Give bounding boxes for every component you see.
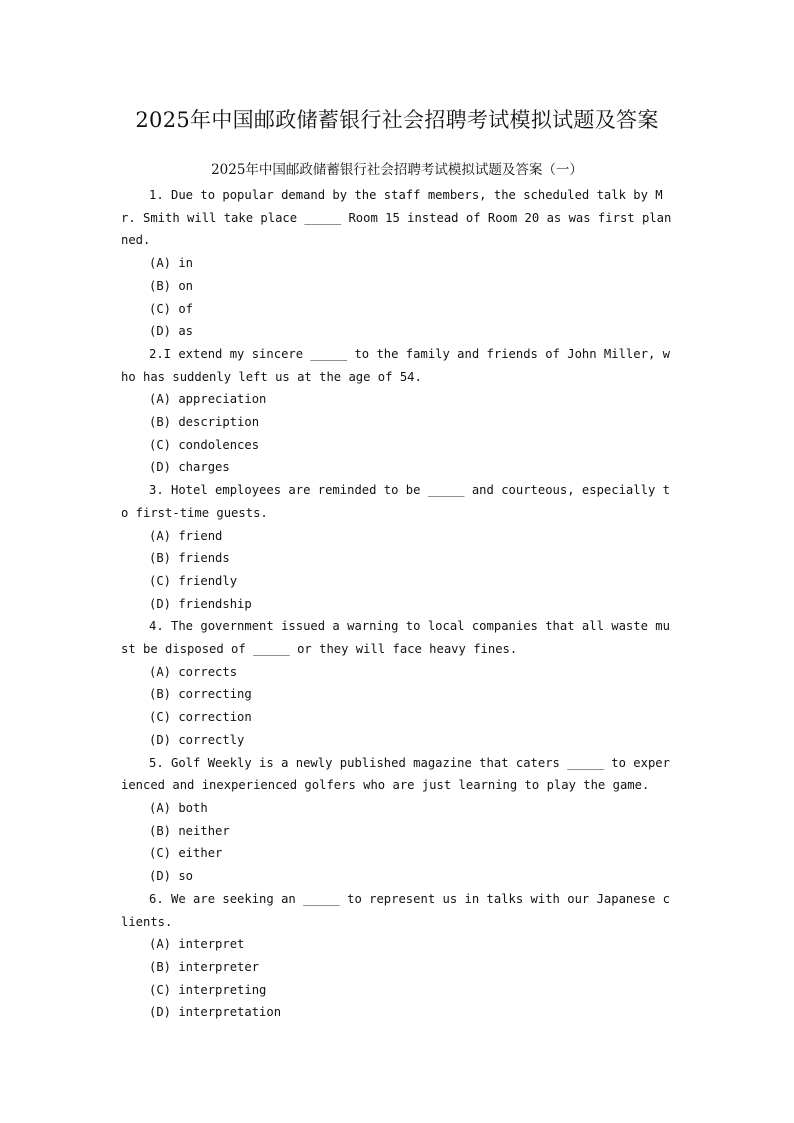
option-d: (D) correctly xyxy=(149,732,245,747)
option-a: (A) appreciation xyxy=(149,392,267,407)
section-title: 2025年中国邮政储蓄银行社会招聘考试模拟试题及答案（一） xyxy=(211,162,583,178)
question-text: 1. Due to popular demand by the staff members, the scheduled talk by Mr. Smith will take place _____ Room 15 instead of Room 20 as was first planned. xyxy=(121,188,672,248)
option-b: (B) interpreter xyxy=(149,959,260,974)
option-c: (C) either xyxy=(149,846,223,861)
page-title: 2025年中国邮政储蓄银行社会招聘考试模拟试题及答案 xyxy=(135,108,659,132)
option-c: (C) condolences xyxy=(149,437,260,452)
question-text: 3. Hotel employees are reminded to be _____ and courteous, especially to first-time guests. xyxy=(121,483,670,520)
option-a: (A) interpret xyxy=(149,937,245,952)
question-block xyxy=(121,479,673,615)
option-b: (B) friends xyxy=(149,551,230,566)
option-b: (B) correcting xyxy=(149,687,252,702)
question-text: 5. Golf Weekly is a newly published magazine that caters _____ to experienced and inexperienced golfers who are just learning to play the game. xyxy=(121,755,670,793)
question-block xyxy=(121,184,673,343)
option-b: (B) on xyxy=(149,278,194,293)
question-list xyxy=(121,184,673,1024)
option-a: (A) both xyxy=(149,800,208,815)
option-a: (A) friend xyxy=(149,528,223,543)
option-d: (D) so xyxy=(149,869,194,884)
question-block xyxy=(121,752,673,888)
option-c: (C) of xyxy=(149,301,194,316)
question-text: 2.I extend my sincere _____ to the family and friends of John Miller, who has suddenly left us at the age of 54. xyxy=(121,346,670,384)
option-d: (D) interpretation xyxy=(149,1005,282,1020)
question-text: 4. The government issued a warning to local companies that all waste must be disposed of _____ or they will face heavy fines. xyxy=(121,619,670,657)
question-block xyxy=(121,615,673,751)
question-block xyxy=(121,888,673,1024)
option-d: (D) friendship xyxy=(149,596,252,611)
option-b: (B) description xyxy=(149,415,260,430)
option-a: (A) in xyxy=(149,256,194,271)
option-b: (B) neither xyxy=(149,823,230,838)
option-c: (C) friendly xyxy=(149,573,238,588)
option-c: (C) correction xyxy=(149,710,252,725)
option-d: (D) as xyxy=(149,324,194,339)
option-d: (D) charges xyxy=(149,460,230,475)
question-text: 6. We are seeking an _____ to represent us in talks with our Japanese clients. xyxy=(121,891,670,929)
option-c: (C) interpreting xyxy=(149,982,267,997)
option-a: (A) corrects xyxy=(149,664,238,679)
question-block xyxy=(121,343,673,479)
